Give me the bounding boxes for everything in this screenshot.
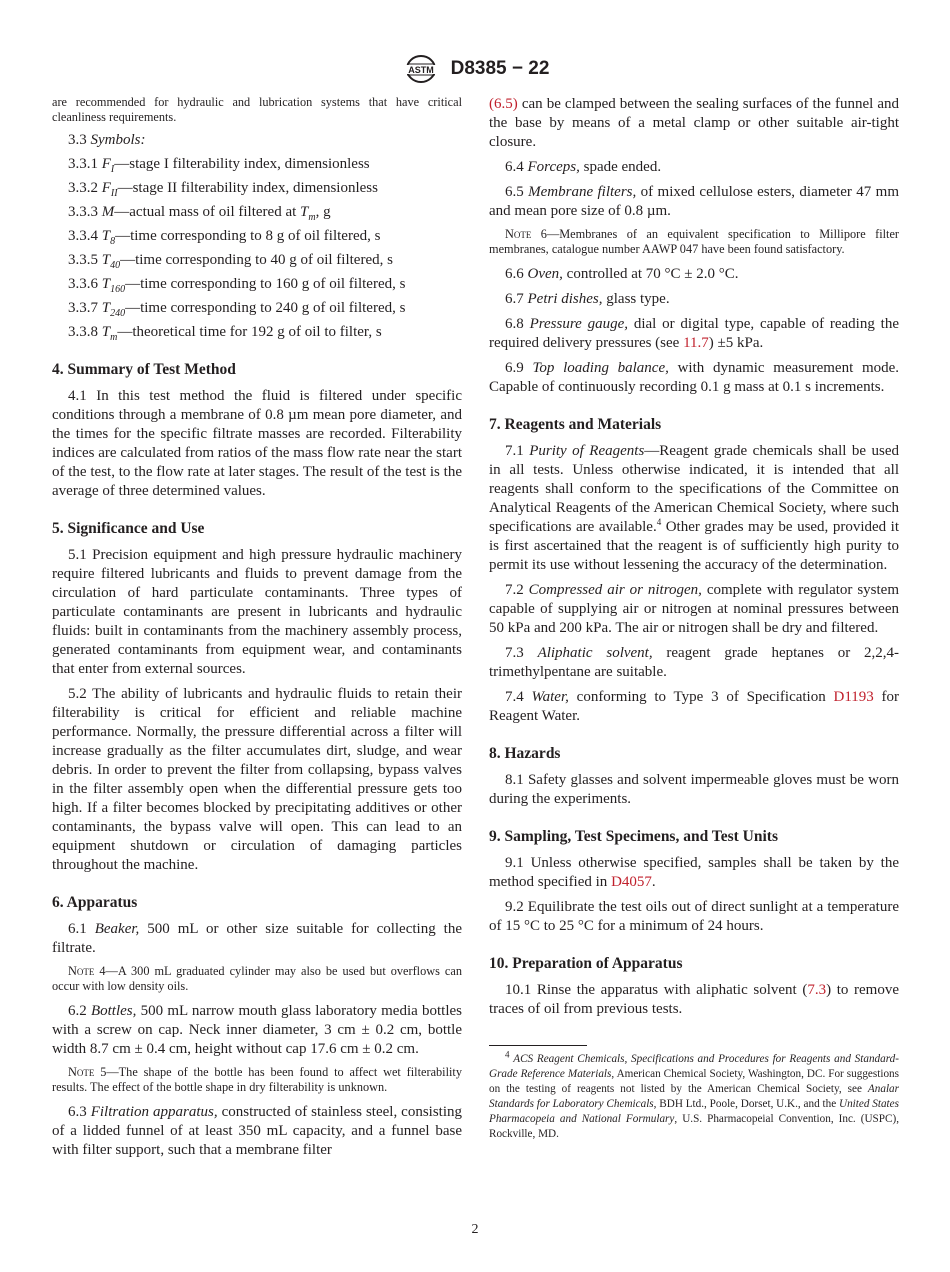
continued-text: are recommended for hydraulic and lubrication systems that have critical cleanliness requirements. — [52, 95, 462, 124]
standard-designation: D8385 − 22 — [450, 58, 550, 79]
paragraph-6-1: 6.1 Beaker, 500 mL or other size suitable for collecting the filtrate. — [52, 921, 462, 956]
section-heading-8: 8. Hazards — [489, 745, 561, 762]
paragraph-10-1: 10.1 Rinse the apparatus with aliphatic solvent (7.3) to remove traces of oil from previous tests. — [489, 982, 899, 1017]
section-heading-7: 7. Reagents and Materials — [489, 416, 662, 433]
symbol-3-3-3: 3.3.3 M—actual mass of oil filtered at $T_m$, g — [68, 204, 331, 223]
paragraph-6-5: 6.5 Membrane filters, of mixed cellulose esters, diameter 47 mm and mean pore size of 0.8 µm. — [489, 184, 899, 219]
note-4: Note 4—A 300 mL graduated cylinder may also be used but overflows can occur with low density oils. — [52, 964, 462, 993]
continued-paragraph-6-3: (6.5) can be clamped between the sealing surfaces of the funnel and the base by means of a metal clamp or other suitable air-tight closure. — [489, 96, 899, 150]
section-3-3: 3.3 Symbols: — [68, 132, 146, 148]
paragraph-4-1: 4.1 In this test method the fluid is filtered under specific conditions through a membrane of 0.8 µm mean pore diameter, and the times for the specific filtrate masses are recorded. Filterability indices are calculated from ratios of the mass flow rate near the start of the test, to the flow rate at later stages. The result of the test is the average of three determined values. — [52, 388, 462, 499]
reference-link-6-5[interactable]: (6.5) — [489, 96, 518, 112]
paragraph-7-3: 7.3 Aliphatic solvent, reagent grade heptanes or 2,2,4-trimethylpentane are suitable. — [489, 645, 900, 680]
paragraph-9-2: 9.2 Equilibrate the test oils out of direct sunlight at a temperature of 15 °C to 25 °C for a minimum of 24 hours. — [489, 899, 899, 934]
reference-link-d1193[interactable]: D1193 — [833, 689, 874, 705]
symbol-3-3-7: 3.3.7 $T_{240}—time$ corresponding to 240 g of oil filtered, s — [68, 300, 406, 319]
footnote-4: $^4$ ACS Reagent Chemicals, Specifications and Procedures for Reagents and Standard-Grade Reference Materials, American Chemical Society, Washington, DC. For suggestions on the testing of reagents not listed by the American Chemical Society, see Analar Standards for Laboratory Chemicals, BDH Ltd., Poole, Dorset, U.K., and the United States Pharmacopeia and National Formulary, U.S. Pharmacopeial Convention, Inc. (USPC), Rockville, MD. — [489, 1049, 899, 1140]
page-header — [0, 54, 950, 84]
paragraph-5-1: 5.1 Precision equipment and high pressure hydraulic machinery require filtered lubricants and fluids to prevent damage from the circulation of hard particulate contaminants. Three types of particulate contaminants are present in lubricants and hydraulic fluids: built in contaminants from the machinery assembly process, generated contaminants from equipment wear, and contaminants that enter from external sources. — [52, 547, 462, 677]
paragraph-6-2: 6.2 Bottles, 500 mL narrow mouth glass laboratory media bottles with a screw on cap. Neck inner diameter, 3 cm ± 0.2 cm, bottle width 8.7 cm ± 0.4 cm, height without cap 17.6 cm ± 0.2 cm. — [52, 1003, 462, 1057]
section-heading-9: 9. Sampling, Test Specimens, and Test Units — [489, 828, 778, 845]
section-heading-5: 5. Significance and Use — [52, 520, 205, 537]
symbol-3-3-8: 3.3.8 $T_m—theoretical$ time for 192 g of oil to filter, s — [68, 324, 382, 343]
paragraph-6-4: 6.4 Forceps, spade ended. — [505, 159, 662, 175]
section-heading-6: 6. Apparatus — [52, 894, 138, 911]
note-5: Note 5—The shape of the bottle has been found to affect wet filterability results. The effect of the bottle shape in dry filterability is unknown. — [52, 1065, 462, 1094]
symbol-3-3-4: 3.3.4 $T_8—time$ corresponding to 8 g of oil filtered, s — [68, 228, 381, 247]
paragraph-7-4: 7.4 Water, conforming to Type 3 of Specification D1193 for Reagent Water. — [489, 689, 900, 724]
reference-link-7-3[interactable]: 7.3 — [807, 982, 827, 998]
paragraph-6-6: 6.6 Oven, controlled at 70 °C ± 2.0 °C. — [505, 266, 739, 282]
reference-link-11-7[interactable]: 11.7 — [683, 335, 709, 351]
paragraph-6-3: 6.3 Filtration apparatus, constructed of stainless steel, consisting of a lidded funnel of at least 350 mL capacity, and a funnel base with filter support, such that a membrane filter — [52, 1104, 462, 1158]
paragraph-7-1: 7.1 Purity of Reagents—Reagent grade chemicals shall be used in all tests. Unless otherwise indicated, it is intended that all reagents shall conform to the specifications of the Committee on Analytical Reagents of the American Chemical Society, where such specifications are available.$^4$ Other grades may be used, provided it is first ascertained that the reagent is of sufficiently high purity to permit its use without lessening the accuracy of the determination. — [489, 443, 899, 573]
section-heading-4: 4. Summary of Test Method — [52, 361, 236, 378]
note-6: Note 6—Membranes of an equivalent specification to Millipore filter membranes, catalogue number AAWP 047 have been found satisfactory. — [489, 227, 900, 256]
right-column — [489, 95, 899, 1142]
paragraph-6-9: 6.9 Top loading balance, with dynamic measurement mode. Capable of continuously recording 0.1 g mass at 0.1 s increments. — [489, 360, 900, 395]
page-number: 2 — [471, 1222, 479, 1237]
paragraph-6-7: 6.7 Petri dishes, glass type. — [505, 291, 670, 307]
footnote-divider — [489, 1045, 587, 1046]
symbol-3-3-1: 3.3.1 $F_I—stage$ I filterability index, dimensionless — [68, 156, 370, 175]
left-column — [52, 95, 462, 1166]
footnote-marker[interactable]: 4 — [656, 517, 662, 527]
symbol-3-3-2: 3.3.2 $F_{II}—stage$ II filterability index, dimensionless — [68, 180, 378, 199]
paragraph-8-1: 8.1 Safety glasses and solvent impermeable gloves must be worn during the experiments. — [489, 772, 899, 807]
symbol-3-3-6: 3.3.6 $T_{160}—time$ corresponding to 160 g of oil filtered, s — [68, 276, 406, 295]
paragraph-9-1: 9.1 Unless otherwise specified, samples shall be taken by the method specified in D4057. — [489, 855, 899, 890]
paragraph-6-8: 6.8 Pressure gauge, dial or digital type, capable of reading the required delivery pressures (see 11.7) ±5 kPa. — [489, 316, 899, 351]
paragraph-5-2: 5.2 The ability of lubricants and hydraulic fluids to retain their filterability is critical for efficient and reliable machine performance. Normally, the pressure differential across a filter will increase gradually as the filter accumulates dirt, sludge, and wear debris. In order to prevent the filter from collapsing, bypass valves in the filter assembly open when the differential pressure gets too high. If a filter becomes blocked by precipitating additives or other contaminants, the bypass valve will open. This can lead to an equipment shutdown or circulation of damaging particles throughout the machine. — [52, 686, 462, 873]
reference-link-d4057[interactable]: D4057 — [611, 874, 652, 890]
svg-text:ASTM: ASTM — [407, 65, 434, 75]
symbol-3-3-5: 3.3.5 $T_{40}—time$ corresponding to 40 g of oil filtered, s — [68, 252, 393, 271]
paragraph-7-2: 7.2 Compressed air or nitrogen, complete with regulator system capable of supplying air or nitrogen at nominal pressures between 50 kPa and 200 kPa. The air or nitrogen shall be dry and filtered. — [489, 582, 900, 636]
astm-logo-icon — [401, 54, 441, 84]
section-heading-10: 10. Preparation of Apparatus — [489, 955, 683, 972]
